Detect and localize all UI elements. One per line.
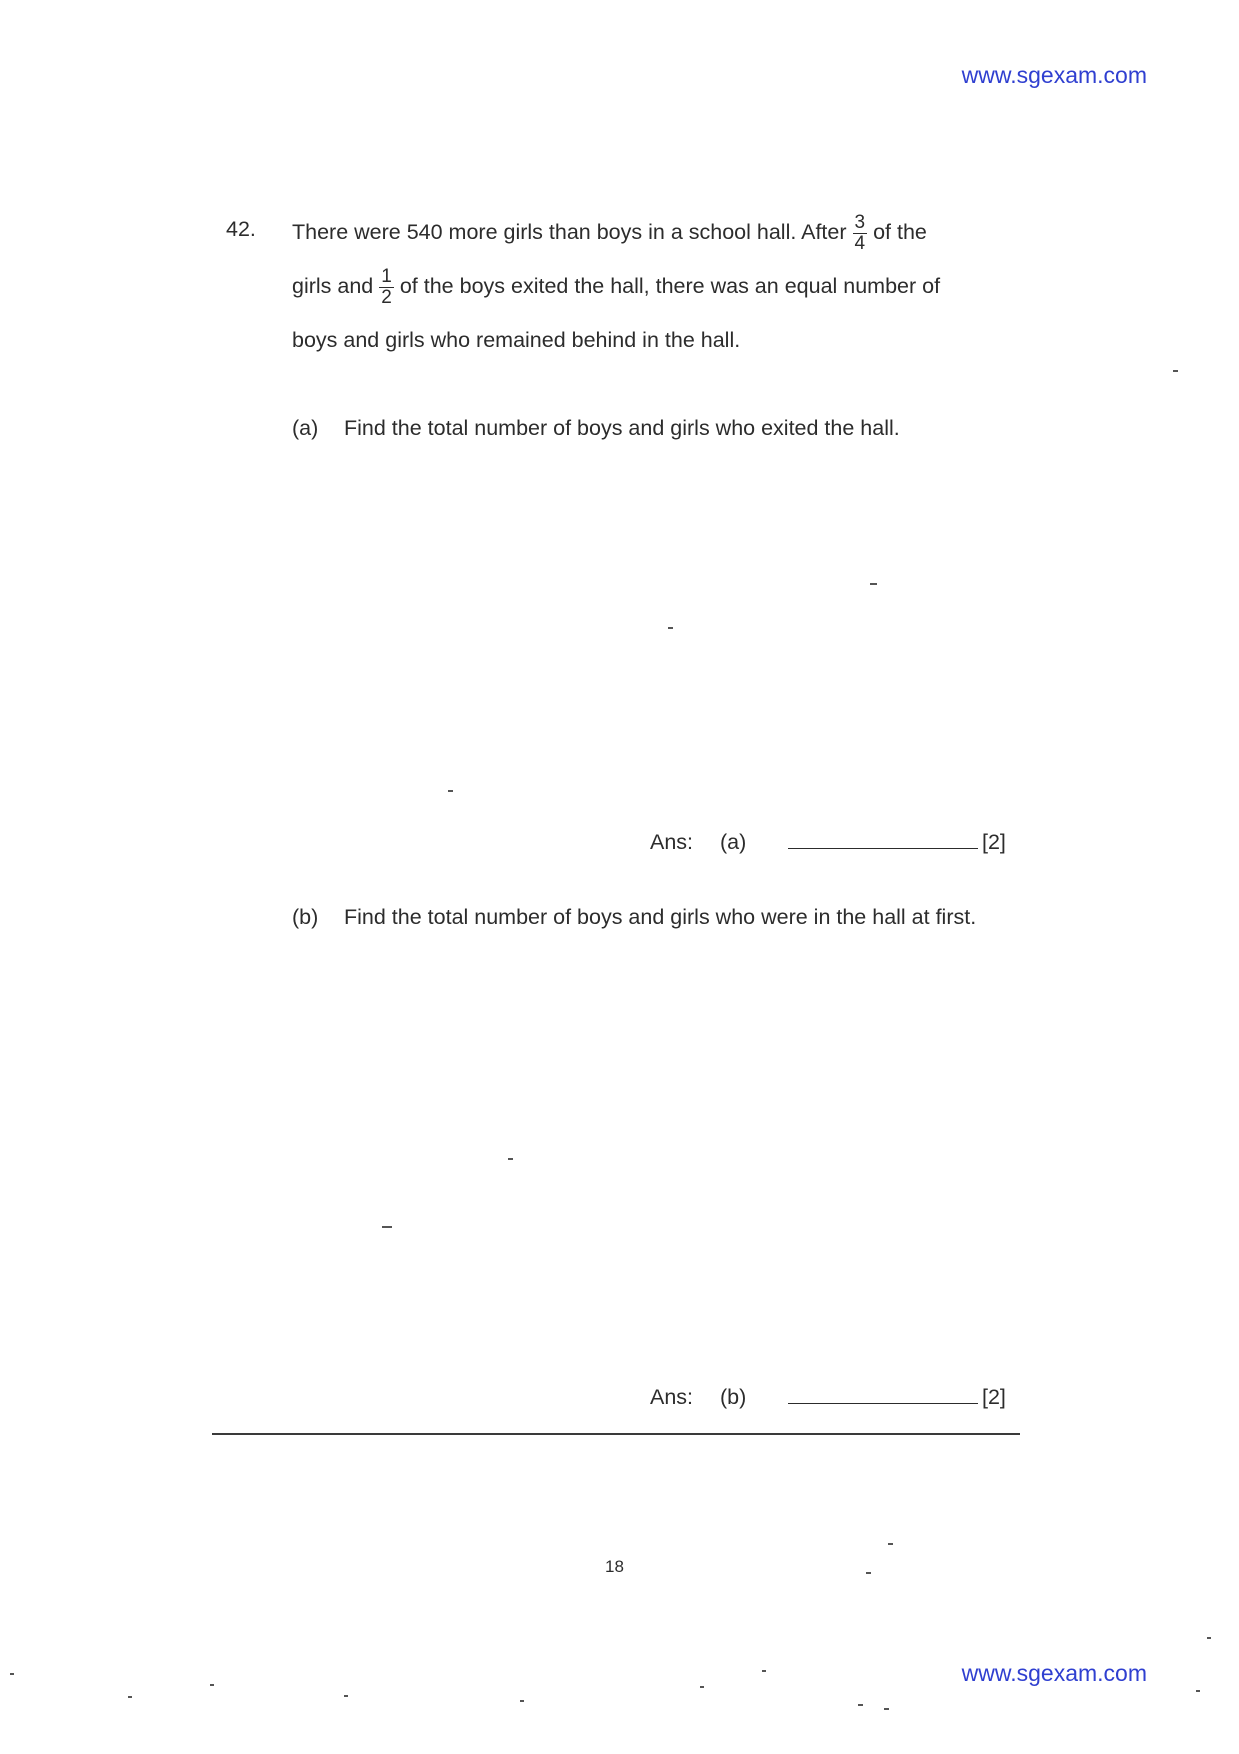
fraction-three-quarters: [853, 213, 868, 254]
scan-speck: [888, 1543, 893, 1545]
question-text: girls and: [292, 274, 374, 298]
question-line-1: [292, 205, 1012, 259]
answer-part: (b): [720, 1385, 747, 1409]
question-number: 42.: [226, 217, 256, 241]
scan-speck: [344, 1695, 348, 1697]
part-a: [292, 416, 900, 441]
answer-b: [650, 1383, 1006, 1410]
question-line-3: boys and girls who remained behind in the hall.: [292, 328, 741, 352]
fraction-numerator: 1: [381, 265, 392, 287]
page-number: 18: [605, 1557, 624, 1576]
scan-speck: [1207, 1637, 1211, 1639]
question-text: There were 540 more girls than boys in a school hall. After: [292, 220, 847, 244]
answer-label: Ans:: [650, 830, 694, 854]
part-label: (b): [292, 905, 319, 929]
fraction-denominator: 4: [854, 232, 866, 254]
fraction-denominator: 2: [381, 286, 392, 308]
part-label: (a): [292, 416, 319, 440]
fraction-numerator: 3: [854, 211, 866, 233]
scan-speck: [762, 1670, 766, 1672]
answer-blank-b[interactable]: [788, 1383, 978, 1404]
part-text: Find the total number of boys and girls who were in the hall at first.: [344, 905, 977, 929]
question-text: of the: [873, 220, 927, 244]
scan-speck: [858, 1704, 863, 1706]
answer-part: (a): [720, 830, 747, 854]
scan-speck: [668, 627, 673, 629]
part-text: Find the total number of boys and girls who exited the hall.: [344, 416, 900, 440]
marks: [2]: [982, 1385, 1006, 1409]
question-text: of the boys exited the hall, there was an equal number of: [399, 274, 941, 298]
scan-speck: [700, 1686, 704, 1688]
answer-label: Ans:: [650, 1385, 694, 1409]
answer-a: [650, 828, 1006, 855]
scan-speck: [448, 790, 453, 792]
scan-speck: [1173, 370, 1178, 372]
scan-speck: [210, 1684, 214, 1686]
scan-speck: [508, 1158, 513, 1160]
scan-speck: [128, 1696, 132, 1698]
scan-speck: [870, 583, 877, 585]
question-line-2: [292, 259, 1012, 313]
section-divider: [212, 1433, 1020, 1435]
question-body: [292, 205, 1012, 367]
fraction-one-half: [379, 267, 394, 308]
watermark-top: www.sgexam.com: [961, 62, 1147, 88]
scan-speck: [10, 1673, 14, 1675]
marks: [2]: [982, 830, 1006, 854]
watermark-bottom: www.sgexam.com: [961, 1660, 1147, 1686]
scan-speck: [884, 1708, 889, 1710]
scan-speck: [520, 1700, 524, 1702]
scan-speck: [382, 1226, 392, 1228]
answer-blank-a[interactable]: [788, 828, 978, 849]
part-b: [292, 905, 976, 930]
scan-speck: [866, 1572, 871, 1574]
scan-speck: [1196, 1690, 1200, 1692]
